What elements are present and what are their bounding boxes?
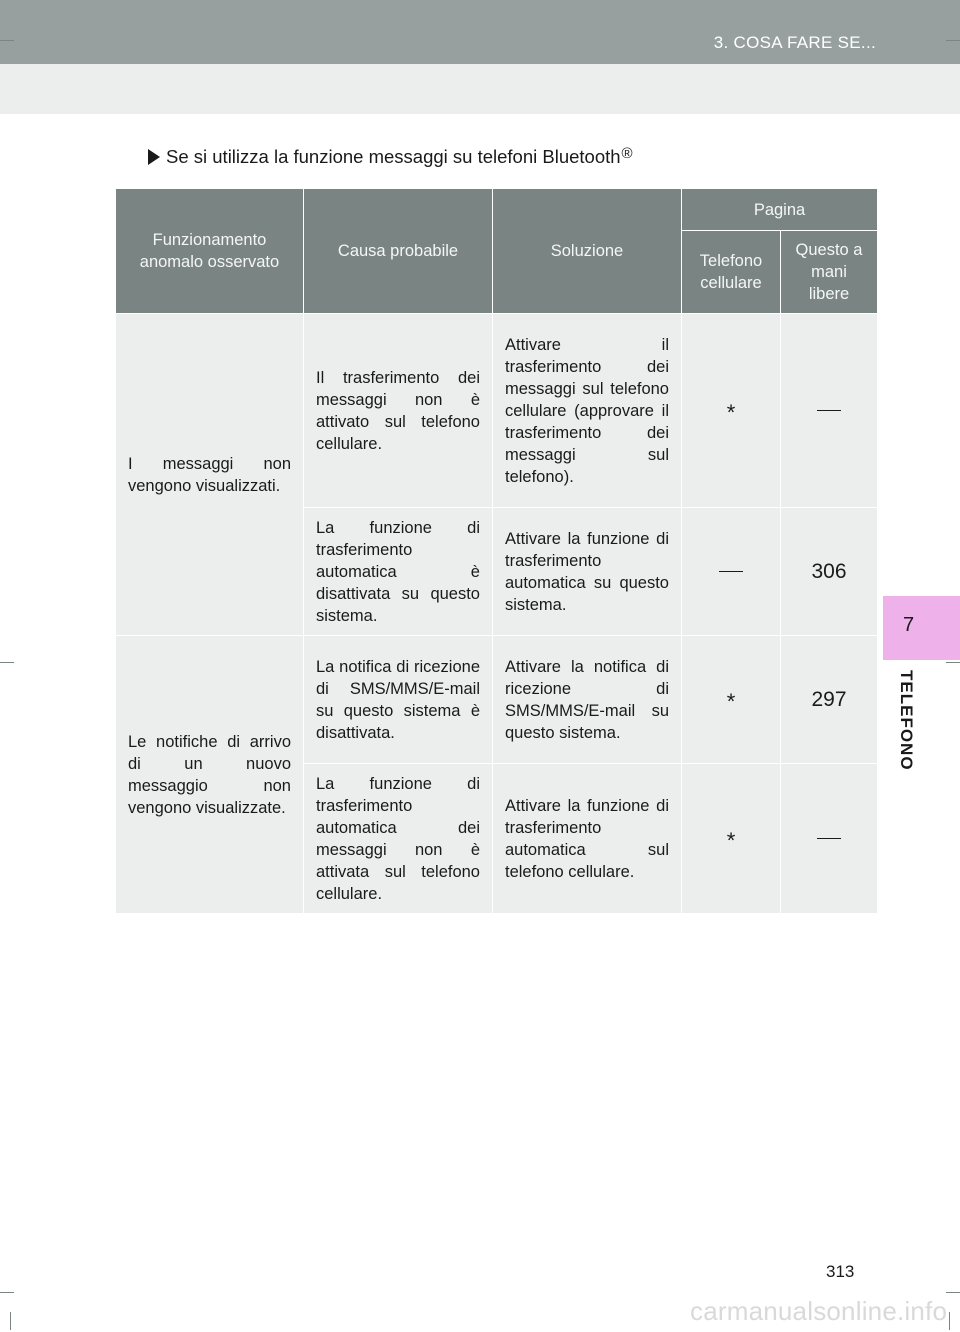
- phone-page-cell: [682, 764, 781, 914]
- cause-cell: La funzione di trasferimento automatica è disattivata su questo sistema.: [304, 508, 493, 636]
- dash-mark: [817, 410, 841, 411]
- triangle-bullet-icon: [148, 149, 160, 165]
- header-system: Questo a mani libere: [781, 231, 878, 314]
- malfunction-cell: I messaggi non vengono visualizzati.: [116, 314, 304, 636]
- chapter-label: [896, 670, 920, 780]
- asterisk-mark: *: [726, 828, 736, 853]
- chapter-number: 7: [903, 614, 915, 636]
- section-title-text: Se si utilizza la funzione messaggi su telefoni Bluetooth: [166, 146, 621, 167]
- crop-mark: [949, 1312, 950, 1330]
- chapter-label-text: TELEFONO: [897, 670, 916, 771]
- crop-mark: [946, 1292, 960, 1293]
- crop-mark: [0, 662, 14, 663]
- solution-cell: Attivare la funzione di trasferimento automatica sul telefono cellulare.: [493, 764, 682, 914]
- system-page-cell: [781, 314, 878, 508]
- solution-cell: Attivare la funzione di trasferimento automatica su questo sistema.: [493, 508, 682, 636]
- crop-mark: [0, 40, 14, 41]
- header-cause: Causa probabile: [304, 189, 493, 314]
- header-solution: Soluzione: [493, 189, 682, 314]
- solution-cell: Attivare la notifica di ricezione di SMS/MMS/E-mail su questo sistema.: [493, 636, 682, 764]
- system-page-cell: [781, 764, 878, 914]
- solution-cell: Attivare il trasferimento dei messaggi sul telefono cellulare (approvare il trasferimento dei messaggi sul telefono).: [493, 314, 682, 508]
- section-title: [148, 146, 633, 168]
- crop-mark: [0, 1292, 14, 1293]
- registered-mark: ®: [621, 145, 633, 162]
- phone-page-cell: [682, 508, 781, 636]
- header-sub-band: [0, 64, 960, 114]
- section-header: 3. COSA FARE SE...: [713, 33, 876, 52]
- table-row: [116, 314, 878, 508]
- asterisk-mark: *: [726, 400, 736, 425]
- header-phone: Telefono cellulare: [682, 231, 781, 314]
- crop-mark: [10, 1312, 11, 1330]
- cause-cell: La notifica di ricezione di SMS/MMS/E-mail su questo sistema è disattivata.: [304, 636, 493, 764]
- header-band: [0, 0, 960, 64]
- system-page-cell: 297: [781, 636, 878, 764]
- phone-page-cell: [682, 636, 781, 764]
- crop-mark: [946, 662, 960, 663]
- watermark: carmanualsonline.info: [690, 1296, 948, 1326]
- page-number: 313: [826, 1262, 855, 1281]
- cause-cell: Il trasferimento dei messaggi non è attivato sul telefono cellulare.: [304, 314, 493, 508]
- crop-mark: [946, 40, 960, 41]
- troubleshooting-table: [115, 188, 878, 914]
- system-page-cell: 306: [781, 508, 878, 636]
- malfunction-cell: Le notifiche di arrivo di un nuovo messaggio non vengono visualizzate.: [116, 636, 304, 914]
- table-row: [116, 636, 878, 764]
- dash-mark: [817, 838, 841, 839]
- chapter-tab: [883, 596, 960, 660]
- header-page: Pagina: [682, 189, 878, 231]
- cause-cell: La funzione di trasferimento automatica dei messaggi non è attivata sul telefono cellulare.: [304, 764, 493, 914]
- dash-mark: [719, 571, 743, 572]
- header-malfunction: Funzionamento anomalo osservato: [116, 189, 304, 314]
- phone-page-cell: [682, 314, 781, 508]
- asterisk-mark: *: [726, 689, 736, 714]
